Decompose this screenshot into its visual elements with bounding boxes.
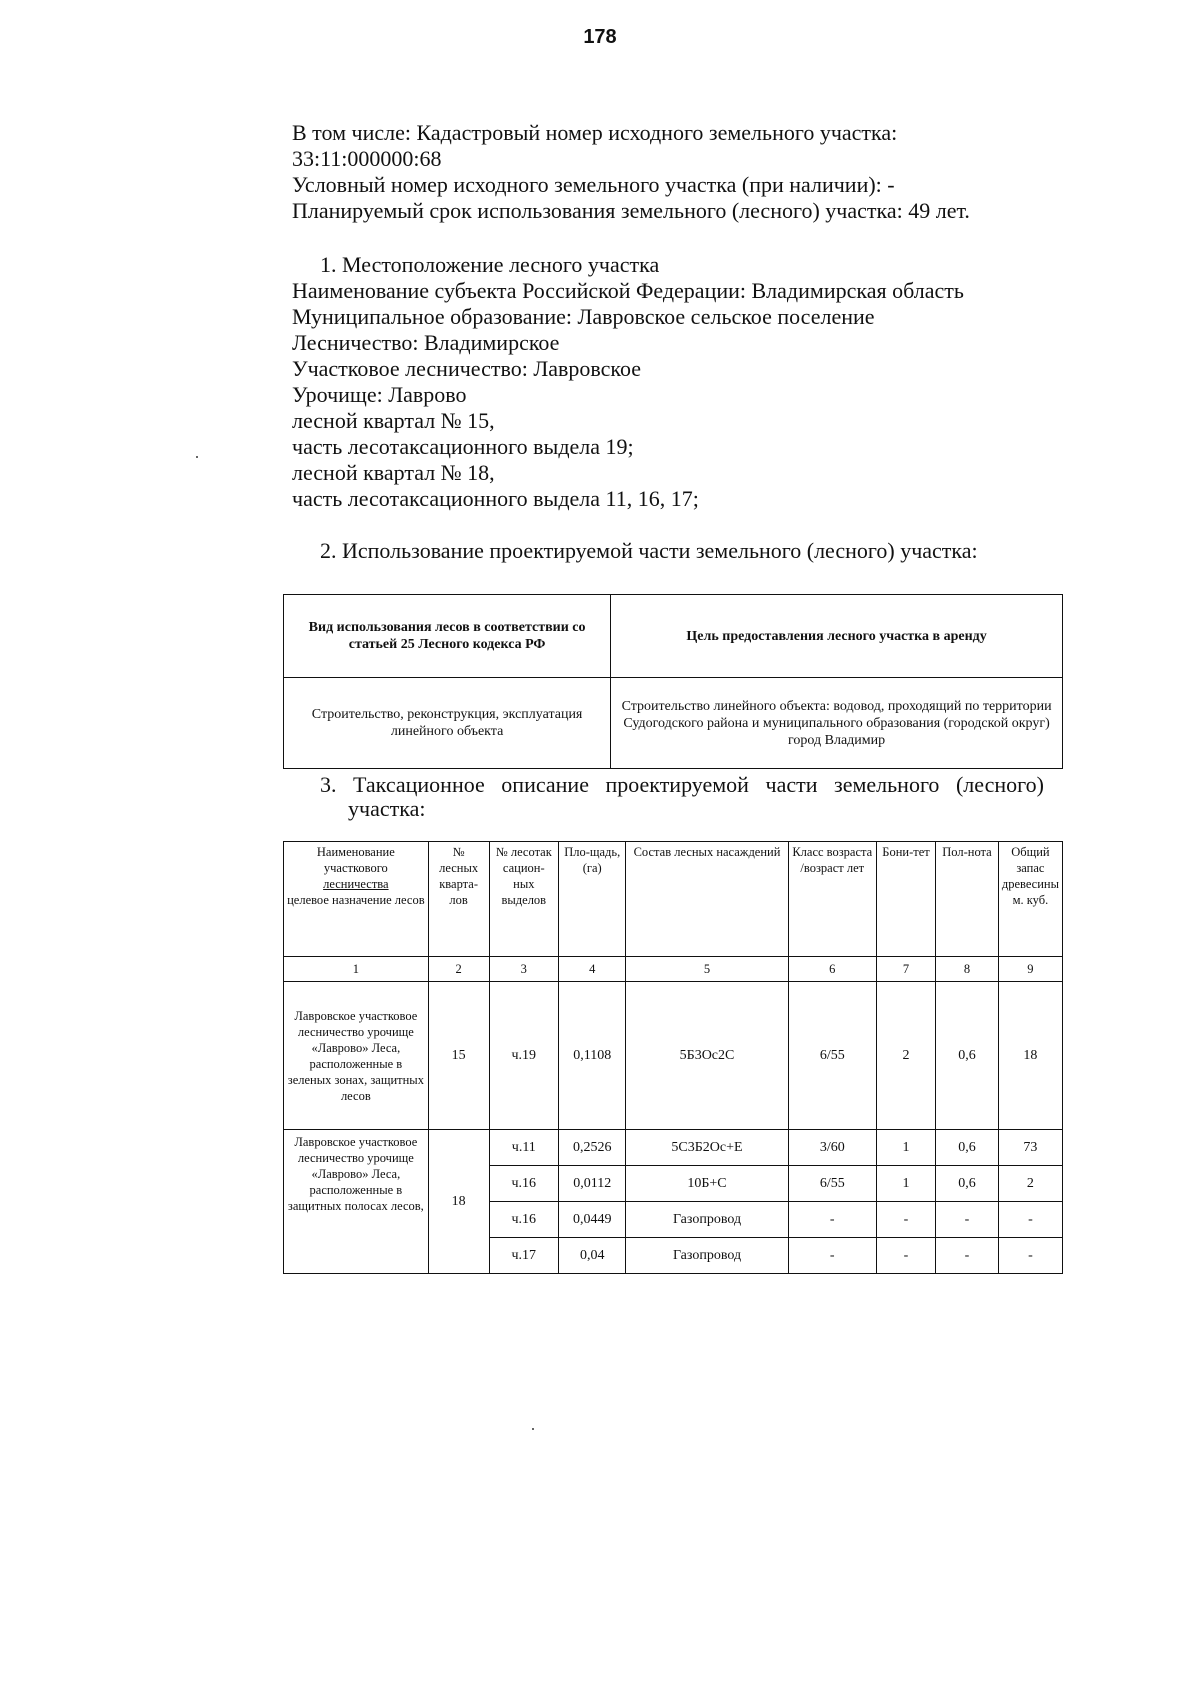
heading-word: Таксационное bbox=[353, 772, 485, 797]
section-heading: 1. Местоположение лесного участка bbox=[320, 252, 660, 277]
stock-cell: - bbox=[998, 1238, 1062, 1274]
area-cell: 0,2526 bbox=[559, 1130, 626, 1166]
stock-cell: 73 bbox=[998, 1130, 1062, 1166]
header-forestry-underlined: лесничества bbox=[323, 877, 389, 891]
page-number: 178 bbox=[583, 26, 617, 48]
age-cell: - bbox=[788, 1202, 876, 1238]
column-number: 6 bbox=[788, 957, 876, 982]
composition-cell: Газопровод bbox=[626, 1202, 788, 1238]
composition-cell: Газопровод bbox=[626, 1238, 788, 1274]
taxation-heading-line1 bbox=[320, 773, 1044, 797]
composition-cell: 10Б+С bbox=[626, 1166, 788, 1202]
heading-word: описание bbox=[501, 772, 589, 797]
composition-cell: 5Б3Ос2С bbox=[626, 982, 788, 1130]
area-cell: 0,0112 bbox=[559, 1166, 626, 1202]
location-section bbox=[292, 252, 1072, 512]
taxation-table bbox=[283, 841, 1063, 1274]
area-cell: 0,0449 bbox=[559, 1202, 626, 1238]
header-age: Класс возраста /возраст лет bbox=[788, 842, 876, 957]
forestry-name-cell: Лавровское участковое лесничество урочище «Лаврово» Леса, расположенные в зеленых зонах, защитных лесов bbox=[284, 982, 429, 1130]
age-cell: 6/55 bbox=[788, 982, 876, 1130]
bonitet-cell: 2 bbox=[876, 982, 935, 1130]
density-cell: 0,6 bbox=[936, 1130, 999, 1166]
intro-line: В том числе: Кадастровый номер исходного земельного участка: bbox=[292, 120, 898, 145]
header-density: Пол-нота bbox=[936, 842, 999, 957]
column-number: 4 bbox=[559, 957, 626, 982]
density-cell: 0,6 bbox=[936, 982, 999, 1130]
forestry-name-cell: Лавровское участковое лесничество урочище «Лаврово» Леса, расположенные в защитных полосах лесов, bbox=[284, 1130, 429, 1274]
intro-line: 33:11:000000:68 bbox=[292, 146, 442, 171]
usage-table bbox=[283, 594, 1063, 769]
composition-cell: 5С3Б2Ос+Е bbox=[626, 1130, 788, 1166]
location-line: Муниципальное образование: Лавровское сельское поселение bbox=[292, 304, 875, 329]
section-heading: 2. Использование проектируемой части земельного (лесного) участка: bbox=[320, 538, 978, 563]
intro-line: Планируемый срок использования земельного (лесного) участка: 49 лет. bbox=[292, 198, 970, 223]
area-cell: 0,1108 bbox=[559, 982, 626, 1130]
taxation-section-heading bbox=[320, 773, 1044, 821]
column-number: 2 bbox=[428, 957, 489, 982]
column-number: 1 bbox=[284, 957, 429, 982]
header-stock: Общий запас древесины м. куб. bbox=[998, 842, 1062, 957]
header-forestry bbox=[284, 842, 429, 957]
stock-cell: - bbox=[998, 1202, 1062, 1238]
heading-word: земельного bbox=[834, 772, 940, 797]
location-line: часть лесотаксационного выдела 19; bbox=[292, 434, 634, 459]
column-number: 7 bbox=[876, 957, 935, 982]
quarter-cell: 18 bbox=[428, 1130, 489, 1274]
vydel-cell: ч.16 bbox=[489, 1202, 559, 1238]
vydel-cell: ч.11 bbox=[489, 1130, 559, 1166]
usage-header-type: Вид использования лесов в соответствии со статьей 25 Лесного кодекса РФ bbox=[284, 595, 611, 678]
heading-word: (лесного) bbox=[955, 772, 1044, 797]
density-cell: - bbox=[936, 1202, 999, 1238]
vydel-cell: ч.19 bbox=[489, 982, 559, 1130]
header-area: Пло-щадь, (га) bbox=[559, 842, 626, 957]
vydel-cell: ч.16 bbox=[489, 1166, 559, 1202]
age-cell: 3/60 bbox=[788, 1130, 876, 1166]
location-line: Урочище: Лаврово bbox=[292, 382, 467, 407]
header-vydel: № лесотак сацион-ных выделов bbox=[489, 842, 559, 957]
location-line: лесной квартал № 15, bbox=[292, 408, 495, 433]
header-quarter: № лесных кварта-лов bbox=[428, 842, 489, 957]
area-cell: 0,04 bbox=[559, 1238, 626, 1274]
header-bonitet: Бони-тет bbox=[876, 842, 935, 957]
heading-word: 3. bbox=[320, 772, 337, 797]
scan-speck bbox=[532, 1428, 534, 1430]
column-number: 3 bbox=[489, 957, 559, 982]
intro-block bbox=[292, 120, 1072, 224]
column-number: 9 bbox=[998, 957, 1062, 982]
usage-section-heading bbox=[292, 538, 1072, 564]
stock-cell: 2 bbox=[998, 1166, 1062, 1202]
age-cell: - bbox=[788, 1238, 876, 1274]
header-composition: Состав лесных насаждений bbox=[626, 842, 788, 957]
location-line: Лесничество: Владимирское bbox=[292, 330, 560, 355]
usage-header-purpose: Цель предоставления лесного участка в аренду bbox=[611, 595, 1063, 678]
header-forestry-line3: целевое назначение лесов bbox=[287, 893, 425, 907]
bonitet-cell: 1 bbox=[876, 1166, 935, 1202]
heading-word: проектируемой bbox=[605, 772, 749, 797]
stock-cell: 18 bbox=[998, 982, 1062, 1130]
location-line: часть лесотаксационного выдела 11, 16, 17; bbox=[292, 486, 699, 511]
intro-line: Условный номер исходного земельного участка (при наличии): - bbox=[292, 172, 895, 197]
table-row bbox=[284, 1130, 1063, 1166]
scan-speck bbox=[196, 456, 198, 458]
density-cell: 0,6 bbox=[936, 1166, 999, 1202]
column-number: 8 bbox=[936, 957, 999, 982]
table-row bbox=[284, 982, 1063, 1130]
column-number-row bbox=[284, 957, 1063, 982]
bonitet-cell: - bbox=[876, 1238, 935, 1274]
heading-word: части bbox=[765, 772, 818, 797]
column-number: 5 bbox=[626, 957, 788, 982]
location-line: Участковое лесничество: Лавровское bbox=[292, 356, 642, 381]
bonitet-cell: 1 bbox=[876, 1130, 935, 1166]
bonitet-cell: - bbox=[876, 1202, 935, 1238]
vydel-cell: ч.17 bbox=[489, 1238, 559, 1274]
location-line: Наименование субъекта Российской Федерации: Владимирская область bbox=[292, 278, 964, 303]
taxation-heading-line2: участка: bbox=[348, 796, 426, 821]
location-line: лесной квартал № 18, bbox=[292, 460, 495, 485]
age-cell: 6/55 bbox=[788, 1166, 876, 1202]
usage-value-purpose: Строительство линейного объекта: водовод, проходящий по территории Судогодского района и муниципального образования (городской округ) город Владимир bbox=[611, 678, 1063, 769]
header-forestry-line1: Наименование участкового bbox=[316, 845, 395, 875]
density-cell: - bbox=[936, 1238, 999, 1274]
usage-value-type: Строительство, реконструкция, эксплуатация линейного объекта bbox=[284, 678, 611, 769]
quarter-cell: 15 bbox=[428, 982, 489, 1130]
